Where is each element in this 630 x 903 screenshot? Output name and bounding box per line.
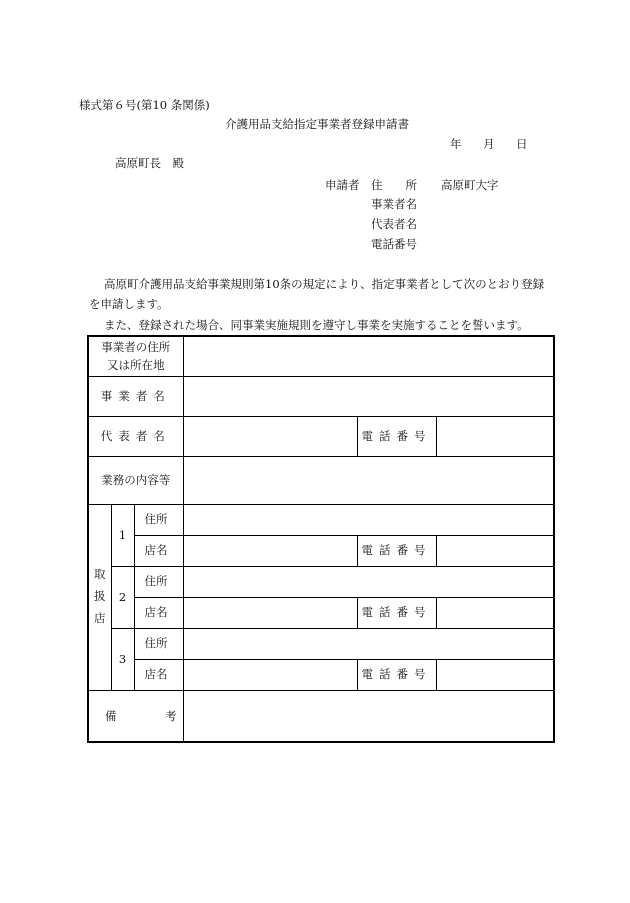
business-name-label: 事業者名 bbox=[100, 388, 171, 403]
store-name-label: 店名 bbox=[134, 597, 183, 628]
store-name-input-cell[interactable] bbox=[183, 597, 357, 628]
store-address-label: 住所 bbox=[134, 504, 183, 535]
representative-input-cell[interactable] bbox=[183, 416, 357, 456]
store-name-label: 店名 bbox=[134, 659, 183, 690]
applicant-label: 申請者 bbox=[325, 178, 360, 192]
phone-label: 電話番号 bbox=[361, 543, 432, 558]
phone-label: 電話番号 bbox=[361, 605, 432, 620]
business-content-input-cell[interactable] bbox=[183, 456, 554, 504]
store-phone-label-cell bbox=[357, 659, 436, 690]
remarks-label-cell bbox=[88, 690, 183, 742]
store-name-label: 店名 bbox=[134, 535, 183, 566]
applicant-representative-label: 代表者名 bbox=[371, 217, 417, 231]
body-paragraph1-line1: 高原町介護用品支給事業規則第10条の規定により、指定事業者として次のとおり登録 bbox=[104, 277, 545, 291]
representative-label: 代表者名 bbox=[100, 428, 171, 443]
store-phone-input-cell[interactable] bbox=[436, 659, 554, 690]
date-year-label: 年 bbox=[450, 137, 462, 151]
business-name-input-cell[interactable] bbox=[183, 376, 554, 416]
stores-label-char-1: 取 bbox=[94, 567, 106, 582]
body-paragraph2: また、登録された場合、同事業実施規則を遵守し事業を実施することを誓います。 bbox=[104, 318, 529, 332]
store-phone-input-cell[interactable] bbox=[436, 597, 554, 628]
applicant-address-label: 住 所 bbox=[371, 178, 417, 192]
store-name-input-cell[interactable] bbox=[183, 659, 357, 690]
store-address-input-cell[interactable] bbox=[183, 566, 554, 597]
representative-phone-input-cell[interactable] bbox=[436, 416, 554, 456]
store-phone-input-cell[interactable] bbox=[436, 535, 554, 566]
stores-label-char-2: 扱 bbox=[94, 589, 106, 604]
registration-table bbox=[87, 335, 555, 743]
remarks-label-left: 備 bbox=[105, 708, 117, 723]
form-number: 様式第６号(第10 条関係) bbox=[79, 98, 210, 112]
address-label-cell bbox=[88, 336, 183, 376]
store-address-input-cell[interactable] bbox=[183, 504, 554, 535]
phone-label: 電話番号 bbox=[361, 428, 432, 443]
remarks-input-cell[interactable] bbox=[183, 690, 554, 742]
representative-phone-label-cell bbox=[357, 416, 436, 456]
business-content-label-cell bbox=[88, 456, 183, 504]
store-phone-label-cell bbox=[357, 597, 436, 628]
store-number: 1 bbox=[111, 504, 134, 566]
applicant-business-name-label: 事業者名 bbox=[371, 197, 417, 211]
stores-label-char-3: 店 bbox=[94, 610, 106, 625]
phone-label: 電話番号 bbox=[361, 667, 432, 682]
stores-label-cell bbox=[88, 504, 111, 690]
store-number: 2 bbox=[111, 566, 134, 628]
store-address-label: 住所 bbox=[134, 628, 183, 659]
store-phone-label-cell bbox=[357, 535, 436, 566]
store-address-input-cell[interactable] bbox=[183, 628, 554, 659]
date-day-label: 日 bbox=[516, 137, 528, 151]
applicant-phone-label: 電話番号 bbox=[371, 237, 417, 251]
document-title: 介護用品支給指定事業者登録申請書 bbox=[225, 117, 409, 131]
addressee: 高原町長 殿 bbox=[115, 156, 184, 170]
body-paragraph1-line2: を申請します。 bbox=[89, 297, 169, 311]
business-content-label: 業務の内容等 bbox=[101, 472, 171, 487]
business-name-label-cell bbox=[88, 376, 183, 416]
store-address-label: 住所 bbox=[134, 566, 183, 597]
store-name-input-cell[interactable] bbox=[183, 535, 357, 566]
address-label-line2: 又は所在地 bbox=[107, 358, 165, 373]
applicant-address-value: 高原町大字 bbox=[441, 178, 499, 192]
remarks-label-right: 考 bbox=[165, 708, 177, 723]
address-input-cell[interactable] bbox=[183, 336, 554, 376]
address-label-line1: 事業者の住所 bbox=[101, 339, 171, 354]
date-month-label: 月 bbox=[483, 137, 495, 151]
store-number: 3 bbox=[111, 628, 134, 690]
representative-label-cell bbox=[88, 416, 183, 456]
